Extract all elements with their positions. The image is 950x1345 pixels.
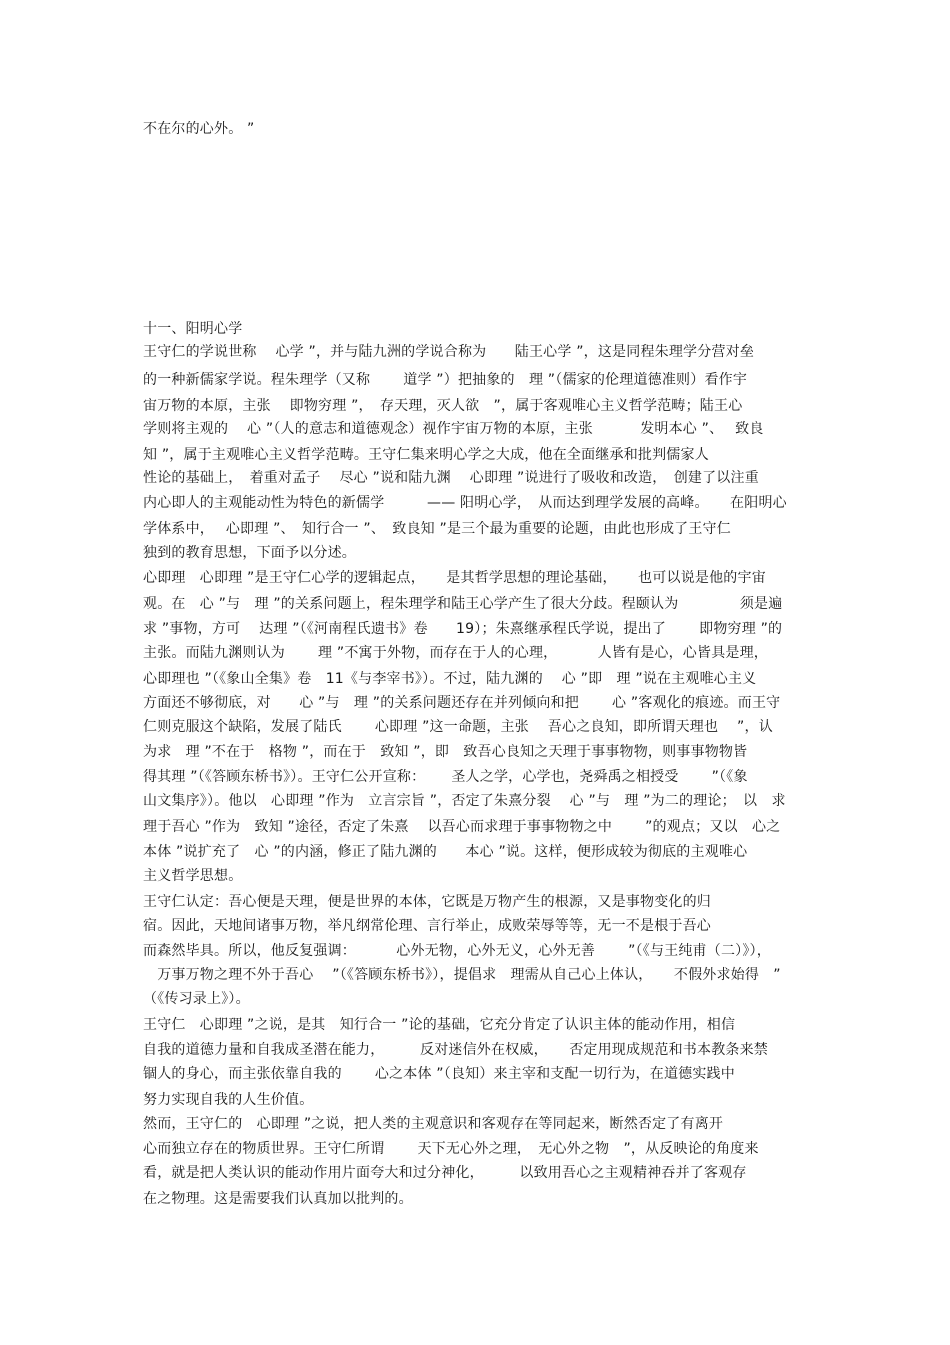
body-line: 看，就是把人类认识的能动作用片面夸大和过分神化， 以致用吾心之主观精神吞并了客观存 — [143, 1165, 747, 1181]
body-line: 的一种新儒家学说。程朱理学（又称 道学 ”）把抽象的 理 ”（儒家的伦理道德准则）看作宇 — [143, 372, 748, 388]
section-title: 十一、阳明心学 — [143, 321, 243, 337]
body-line: 王守仁认定：吾心便是天理，便是世界的本体，它既是万物产生的根源，又是事物变化的归 — [143, 894, 711, 910]
body-line: 心而独立存在的物质世界。王守仁所谓 天下无心外之理， 无心外之物 ”，从反映论的角度来 — [143, 1141, 759, 1157]
body-line: 然而，王守仁的 心即理 ”之说，把人类的主观意识和客观存在等同起来，断然否定了有离开 — [143, 1116, 724, 1132]
body-line: 自我的道德力量和自我成圣潜在能力， 反对迷信外在权威， 否定用现成规范和书本教条来禁 — [143, 1042, 768, 1058]
body-line: 王守仁的学说世称 心学 ”，并与陆九洲的学说合称为 陆王心学 ”，这是同程朱理学分营对垒 — [143, 344, 755, 360]
body-line: 求 ”事物，方可 达理 ”（《河南程氏遗书》卷 19）；朱熹继承程氏学说，提出了 即物穷理 ”的 — [143, 621, 783, 637]
body-line: 心即理 心即理 ”是王守仁心学的逻辑起点， 是其哲学思想的理论基础， 也可以说是他的宇宙 — [143, 570, 766, 586]
body-line: 宿。因此，天地间诸事万物，举凡纲常伦理、言行举止，成败荣辱等等，无一不是根于吾心 — [143, 918, 711, 934]
body-line: 观。在 心 ”与 理 ”的关系问题上，程朱理学和陆王心学产生了很大分歧。程颐认为 须是遍 — [143, 596, 783, 612]
body-line: 而森然毕具。所以，他反复强调： 心外无物，心外无义，心外无善 ”（《与王纯甫（二）》）， — [143, 943, 771, 959]
body-line: 内心即人的主观能动性为特色的新儒学 —— 阳明心学， 从而达到理学发展的高峰。 在阳明心 — [143, 495, 787, 511]
body-line: 理于吾心 ”作为 致知 ”途径，否定了朱熹 以吾心而求理于事事物物之中 ”的观点；又以 心之 — [143, 819, 781, 835]
body-line: 学则将主观的 心 ”（人的意志和道德观念）视作宇宙万物的本原，主张 发明本心 ”、 致良 — [143, 421, 764, 437]
body-line: 本体 ”说扩充了 心 ”的内涵，修正了陆九渊的 本心 ”说。这样，便形成较为彻底的主观唯心 — [143, 844, 748, 860]
body-line: 方面还不够彻底，对 心 ”与 理 ”的关系问题还存在并列倾向和把 心 ”客观化的痕迹。而王守 — [143, 695, 781, 711]
body-line: 为求 理 ”不在于 格物 ”，而在于 致知 ”，即 致吾心良知之天理于事事物物，则事事物物皆 — [143, 744, 748, 760]
intro-line: 不在尔的心外。 ” — [143, 121, 255, 137]
body-line: 主义哲学思想。 — [143, 868, 243, 884]
body-line: 学体系中， 心即理 ”、 知行合一 ”、 致良知 ”是三个最为重要的论题，由此也形成了王守仁 — [143, 521, 731, 537]
body-line: 努力实现自我的人生价值。 — [143, 1092, 314, 1108]
body-line: 山文集序》）。他以 心即理 ”作为 立言宗旨 ”，否定了朱熹分裂 心 ”与 理 ”为二的理论； 以 求 — [143, 793, 786, 809]
body-line: 锢人的身心，而主张依靠自我的 心之本体 ”（良知）来主宰和支配一切行为，在道德实践中 — [143, 1066, 735, 1082]
body-line: 知 ”，属于主观唯心主义哲学范畴。王守仁集来明心学之大成，他在全面继承和批判儒家人 — [143, 447, 709, 463]
body-line: 性论的基础上， 着重对孟子 尽心 ”说和陆九渊 心即理 ”说进行了吸收和改造， 创建了以注重 — [143, 470, 759, 486]
body-line: 得其理 ”（《答顾东桥书》）。王守仁公开宣称： 圣人之学，心学也，尧舜禹之相授受 ”（《象 — [143, 769, 748, 785]
body-line: 在之物理。这是需要我们认真加以批判的。 — [143, 1191, 413, 1207]
body-line: 万事万物之理不外于吾心 ”（《答顾东桥书》），提倡求 理需从自己心上体认， 不假外求始得 ” — [143, 967, 781, 983]
body-line: 宙万物的本原，主张 即物穷理 ”， 存天理，灭人欲 ”，属于客观唯心主义哲学范畴；陆王心 — [143, 398, 743, 414]
body-line: 仁则克服这个缺陷，发展了陆氏 心即理 ”这一命题，主张 吾心之良知，即所谓天理也 ”，认 — [143, 719, 773, 735]
body-line: 独到的教育思想，下面予以分述。 — [143, 545, 356, 561]
body-line: （《传习录上》）。 — [143, 991, 250, 1007]
body-line: 心即理也 ”（《象山全集》卷 11《与李宰书》）。不过，陆九渊的 心 ”即 理 ”说在主观唯心主义 — [143, 671, 757, 687]
body-line: 主张。而陆九渊则认为 理 ”不寓于外物，而存在于人的心理， 人皆有是心，心皆具是理， — [143, 645, 769, 661]
body-line: 王守仁 心即理 ”之说，是其 知行合一 ”论的基础，它充分肯定了认识主体的能动作用，相信 — [143, 1017, 736, 1033]
